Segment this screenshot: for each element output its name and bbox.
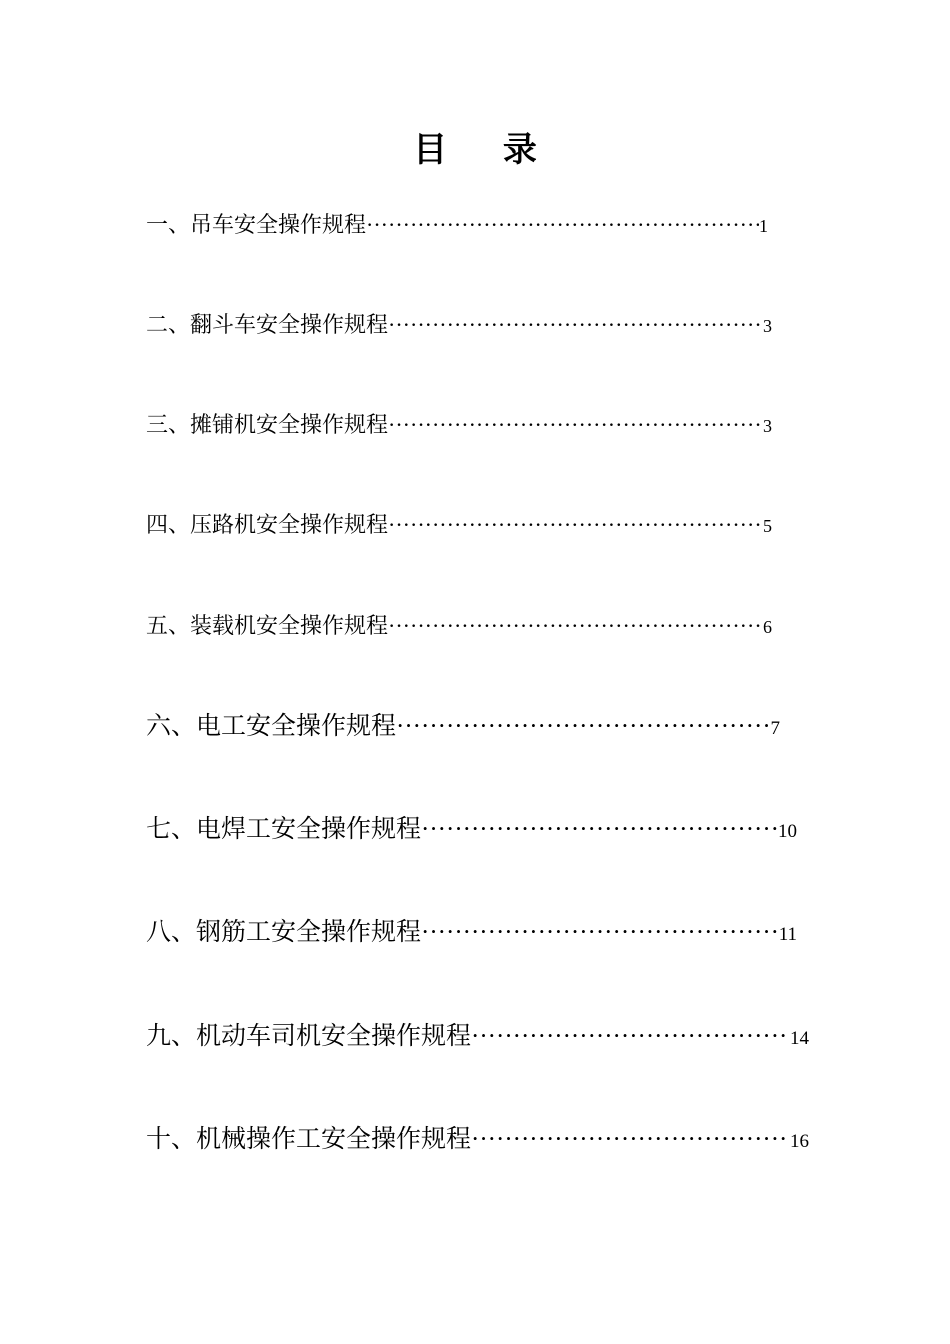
toc-entry-title: 十、机械操作工安全操作规程 — [146, 1124, 472, 1153]
toc-entry[interactable] — [146, 1019, 809, 1056]
toc-page-number: 7 — [770, 718, 780, 739]
toc-entry-title: 三、摊铺机安全操作规程 — [146, 413, 389, 438]
toc-entry[interactable] — [146, 210, 768, 241]
toc-entry-title: 八、钢筋工安全操作规程 — [146, 917, 422, 946]
toc-dot-leader — [471, 1123, 790, 1157]
toc-page-number: 16 — [790, 1131, 809, 1152]
page-title: 目 录 — [413, 130, 559, 170]
toc-entry[interactable] — [146, 510, 772, 541]
toc-entry-title: 四、压路机安全操作规程 — [146, 513, 389, 538]
toc-page-number: 3 — [763, 416, 772, 436]
toc-dot-leader — [388, 611, 763, 641]
toc-entry[interactable] — [146, 1122, 809, 1159]
toc-dot-leader — [396, 710, 770, 744]
toc-dot-leader — [421, 813, 778, 847]
toc-entry[interactable] — [146, 915, 797, 952]
toc-dot-leader — [388, 510, 763, 540]
toc-dot-leader — [388, 310, 763, 340]
toc-entry[interactable] — [146, 709, 780, 746]
toc-page-number: 6 — [763, 617, 772, 637]
toc-entry[interactable] — [146, 611, 772, 642]
toc-page-number: 10 — [778, 821, 797, 842]
toc-dot-leader — [388, 410, 763, 440]
toc-entry-title: 七、电焊工安全操作规程 — [146, 814, 422, 843]
toc-dot-leader — [421, 916, 779, 950]
toc-entry-title: 二、翻斗车安全操作规程 — [146, 313, 389, 338]
toc-dot-leader — [471, 1020, 790, 1054]
toc-entry-title: 一、吊车安全操作规程 — [146, 213, 367, 238]
toc-page-number: 3 — [763, 316, 772, 336]
toc-entry[interactable] — [146, 410, 772, 441]
toc-page-number: 1 — [759, 216, 768, 236]
toc-page-number: 11 — [778, 924, 797, 945]
toc-entry-title: 九、机动车司机安全操作规程 — [146, 1021, 472, 1050]
toc-entry[interactable] — [146, 812, 797, 849]
toc-entry[interactable] — [146, 310, 772, 341]
toc-page-number: 14 — [790, 1028, 809, 1049]
toc-page-number: 5 — [763, 516, 772, 536]
toc-entry-title: 六、电工安全操作规程 — [146, 711, 397, 740]
toc-dot-leader — [366, 210, 759, 240]
toc-entry-title: 五、装载机安全操作规程 — [146, 614, 389, 639]
